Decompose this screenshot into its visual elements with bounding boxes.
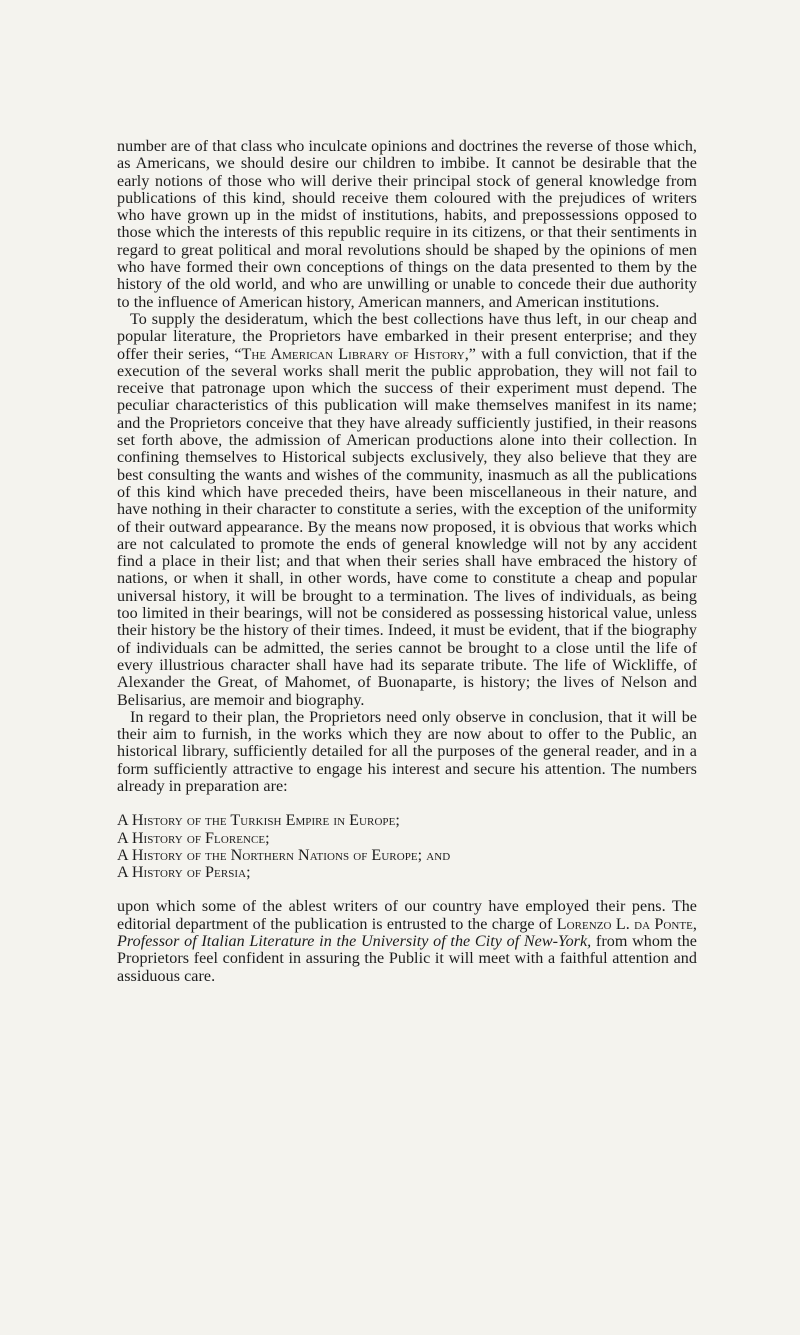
closing-paragraph — [117, 898, 697, 984]
paragraph-1: number are of that class who inculcate opinions and doctrines the reverse of those which, as Americans, we should desire our children to imbibe. It cannot be desirable that the early notions of those who will derive their principal stock of general knowledge from publications of this kind, should receive them coloured with the prejudices of writers who have grown up in the midst of institutions, habits, and prepossessions opposed to those which the interests of this republic require in its citizens, or that their sentiments in regard to great political and moral revolutions should be shaped by the opinions of men who have formed their own conceptions of things on the data presented to them by the history of the old world, and who are unwilling or unable to concede their due authority to the influence of American history, American manners, and American institutions. — [117, 138, 697, 311]
book-list — [117, 812, 697, 881]
list-item: A History of Florence; — [117, 829, 270, 847]
paragraph-2 — [117, 311, 697, 709]
paragraph-3: In regard to their plan, the Proprietors need only observe in conclusion, that it will be their aim to furnish, in the works which they are now about to offer to the Public, an historical library, sufficiently detailed for all the purposes of the general reader, and in a form sufficiently attractive to engage his interest and secure his attention. The numbers already in preparation are: — [117, 708, 697, 795]
editor-name: Lorenzo L. da Ponte, — [556, 915, 697, 933]
editor-title: Professor of Italian Literature in the University of the City of New-York, — [117, 933, 592, 951]
document-page — [117, 138, 697, 985]
paragraph-2-start: To supply the desideratum, which the best collections have thus left, in our cheap and popular literature, the Proprietors have embarked in their present enterprise; and they offer their series, “ — [117, 310, 697, 363]
list-item: A History of the Turkish Empire in Europe; — [117, 812, 400, 830]
closing-rest: from whom the Proprietors feel confident in assuring the Public it will meet with a faithful attention and assiduous care. — [117, 933, 697, 985]
series-title: The American Library of History, — [241, 345, 469, 363]
list-item: A History of Persia; — [117, 864, 251, 882]
paragraph-2-rest: ” with a full conviction, that if the execution of the several works shall merit the public approbation, they will not fail to receive that patronage upon which the success of their experiment must depend. The peculiar characteristics of this publication will make themselves manifest in its name; and the Proprietors conceive that they have already sufficiently justified, in their reasons set forth above, the admission of American productions alone into their collection. In confining themselves to Historical subjects exclusively, they also believe that they are best consulting the wants and wishes of the community, inasmuch as all the publications of this kind which have preceded theirs, have been miscellaneous in their nature, and have nothing in their character to constitute a series, with the exception of the uniformity of their outward appearance. By the means now proposed, it is obvious that works which are not calculated to promote the ends of general knowledge will not by any accident find a place in their list; and that when their series shall have embraced the history of nations, or when it shall, in other words, have come to constitute a cheap and popular universal history, it will be brought to a termination. The lives of individuals, as being too limited in their bearings, will not be considered as possessing historical value, unless their history be the history of their times. Indeed, it must be evident, that if the biography of individuals can be admitted, the series cannot be brought to a close until the life of every illustrious character shall have had its separate tribute. The life of Wickliffe, of Alexander the Great, of Mahomet, of Buonaparte, is history; the lives of Nelson and Belisarius, are memoir and biography. — [117, 345, 697, 709]
list-item: A History of the Northern Nations of Europe; and — [117, 846, 451, 864]
closing-start: upon which some of the ablest writers of our country have employed their pens. The editorial department of the publication is entrusted to the charge of — [117, 898, 697, 933]
